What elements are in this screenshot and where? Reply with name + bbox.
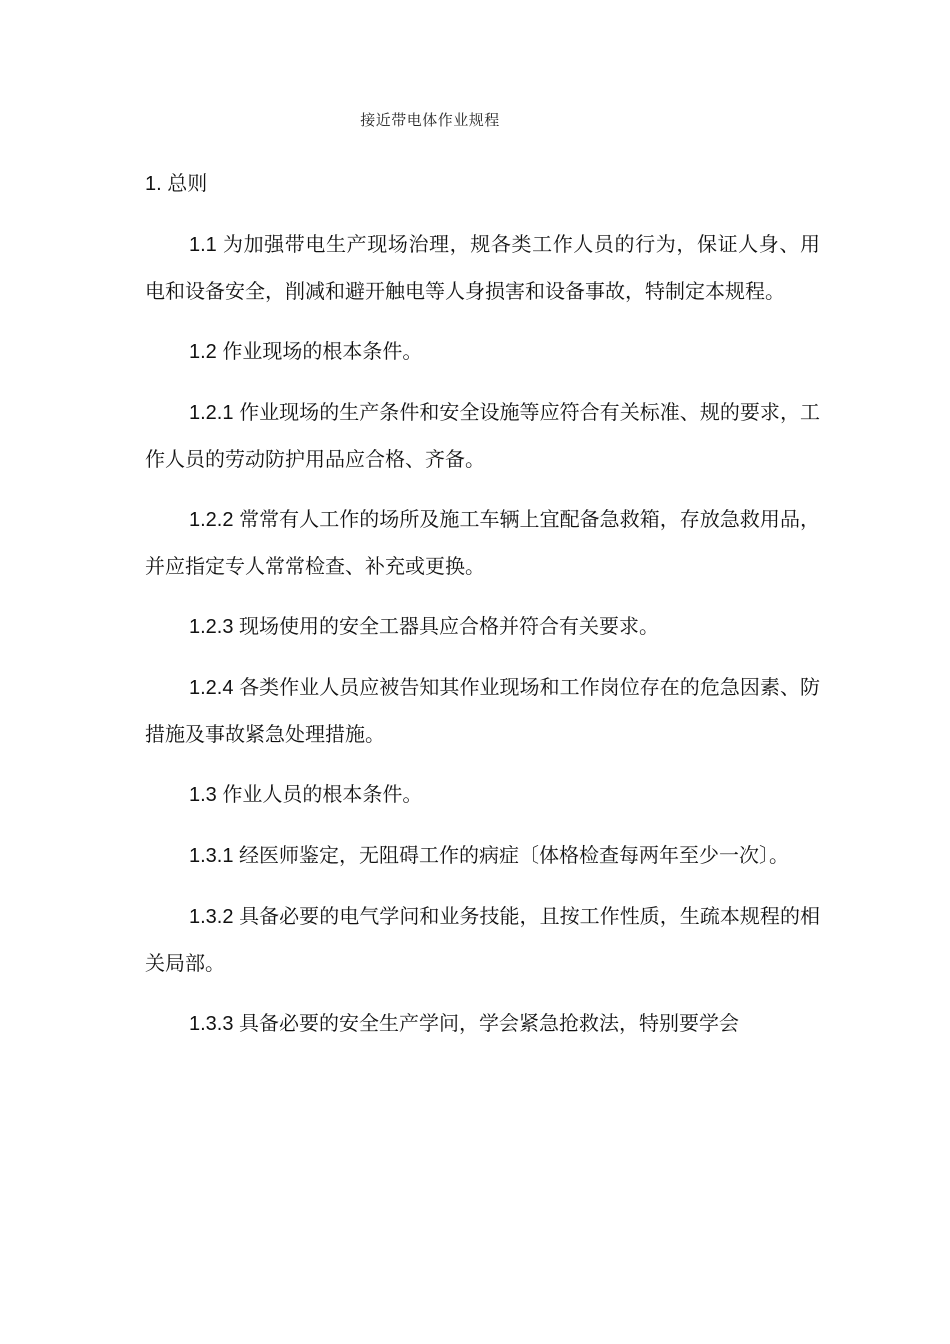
- paragraph-number: 1.3.1: [189, 845, 240, 867]
- paragraph: [145, 832, 820, 879]
- paragraph: [145, 328, 820, 375]
- section-text: 总则: [167, 171, 208, 195]
- paragraph-text: 各类作业人员应被告知其作业现场和工作岗位存在的危急因素、防措施及事故紧急处理措施。: [145, 675, 820, 746]
- paragraph-number: 1.3.3: [189, 1013, 240, 1035]
- paragraph-text: 经医师鉴定，无阻碍工作的病症〔体格检查每两年至少一次〕。: [239, 843, 790, 867]
- paragraph: [145, 389, 820, 482]
- paragraph: [145, 496, 820, 589]
- paragraph-text: 具备必要的电气学问和业务技能，且按工作性质，生疏本规程的相关局部。: [145, 904, 820, 975]
- paragraph-number: 1.2.1: [189, 402, 240, 424]
- section-heading: [145, 160, 820, 207]
- paragraph: [145, 771, 820, 818]
- paragraph: [145, 603, 820, 650]
- document-title: 接近带电体作业规程: [360, 111, 500, 129]
- paragraph-text: 具备必要的安全生产学问，学会紧急抢救法，特别要学会: [239, 1011, 740, 1035]
- paragraph-text: 为加强带电生产现场治理，规各类工作人员的行为，保证人身、用电和设备安全，削减和避开触电等人身损害和设备事故，特制定本规程。: [145, 232, 821, 303]
- paragraph-number: 1.3: [189, 784, 223, 806]
- paragraph: [145, 664, 820, 757]
- paragraph-text: 作业现场的生产条件和安全设施等应符合有关标准、规的要求，工作人员的劳动防护用品应合格、齐备。: [145, 400, 820, 471]
- section-number: 1.: [145, 173, 168, 195]
- paragraph: [145, 1000, 820, 1047]
- paragraph-number: 1.2.4: [189, 677, 240, 699]
- paragraph-number: 1.1: [189, 234, 223, 256]
- paragraph-text: 作业人员的根本条件。: [222, 782, 423, 806]
- paragraph-number: 1.2.3: [189, 616, 240, 638]
- paragraph-text: 常常有人工作的场所及施工车辆上宜配备急救箱，存放急救用品，并应指定专人常常检查、补充或更换。: [145, 507, 820, 578]
- paragraph-number: 1.2.2: [189, 509, 240, 531]
- paragraph: [145, 221, 820, 314]
- paragraph-number: 1.2: [189, 341, 223, 363]
- paragraph-text: 作业现场的根本条件。: [222, 339, 423, 363]
- paragraph-number: 1.3.2: [189, 906, 240, 928]
- paragraph-text: 现场使用的安全工器具应合格并符合有关要求。: [239, 614, 660, 638]
- document-body: [145, 160, 820, 1047]
- paragraph: [145, 893, 820, 986]
